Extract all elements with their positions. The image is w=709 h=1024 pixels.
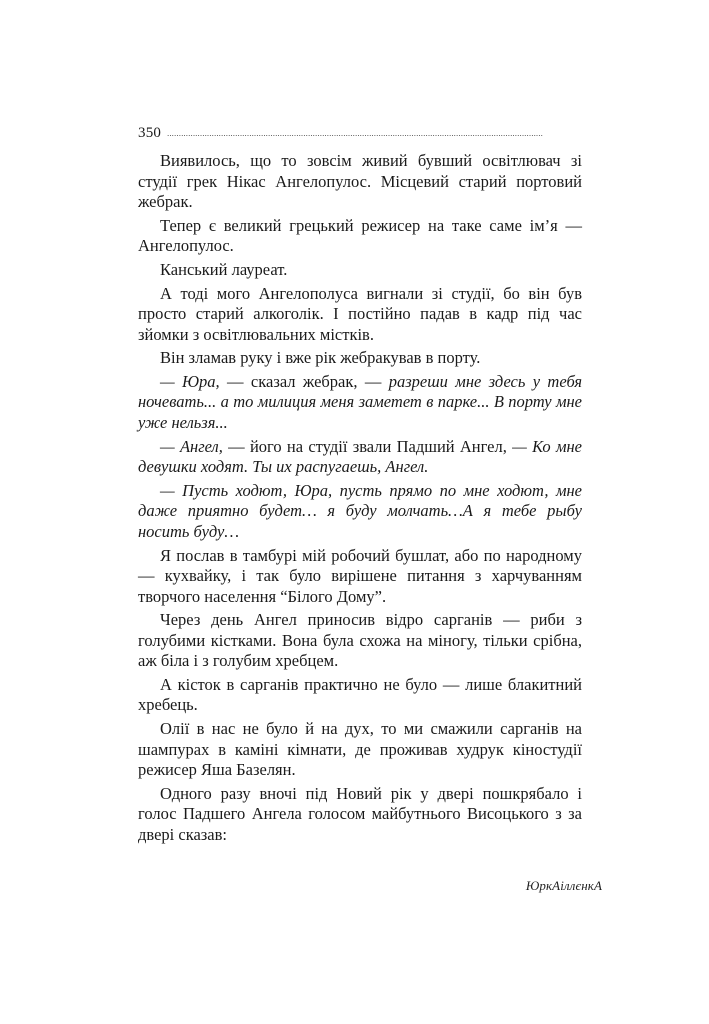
text-run: Тепер є великий грецький режисер на таке саме ім’я — Ангелопулос. [138,215,582,256]
paragraph [138,437,582,478]
italic-run: разреши мне здесь у тебя ночевать... а то милиция меня заметет в парке... В порту мне уже нельзя... [138,371,583,432]
paragraph [138,260,582,281]
italic-run: — Ко мне девушки ходят. Ты их распугаешь, Ангел. [138,436,582,477]
header-dotted-rule: ................................................................................................................................................................ [167,129,544,138]
text-run: — його на студії звали Падший Ангел, [228,436,513,456]
text-run: А тоді мого Ангелополуса вигнали зі студії, бо він був просто старий алкоголік. І постійно падав в кадр під час зйомки з освітлювальних містків. [138,283,582,344]
text-run: Одного разу вночі під Новий рік у двері пошкрябало і голос Падшего Ангела голосом майбутнього Висоцького з за двері сказав: [138,783,582,844]
footer-signature: ЮркАіллєнкА [525,878,602,893]
italic-run: — Ангел, [160,436,229,456]
body-text [138,151,582,848]
paragraph [138,372,582,434]
paragraph [138,151,582,213]
italic-run: — Юра, [160,371,228,391]
paragraph [138,719,582,781]
text-run: Олії в нас не було й на дух, то ми смажили сарганів на шампурах в каміні кімнати, де проживав худрук кіностудії режисер Яша Базелян. [138,719,582,780]
text-run: Виявилось, що то зовсім живий бувший освітлювач зі студії грек Нікас Ангелопулос. Місцевий старий портовий жебрак. [138,151,582,211]
paragraph [138,784,582,846]
paragraph [138,610,582,672]
page-number: 350 [138,125,162,141]
paragraph [138,675,582,716]
text-run: Канський лауреат. [160,259,288,279]
paragraph [138,284,582,346]
italic-run: — Пусть ходют, Юра, пусть прямо по мне ходют, мне даже приятно будет… я буду молчать…А я тебе рыбу носить буду… [138,480,582,541]
text-run: А кісток в сарганів практично не було — лише блакитний хребець. [138,674,582,715]
paragraph [138,348,582,369]
paragraph [138,546,582,608]
page-header [138,121,582,141]
text-run: — сказал жебрак, — [227,371,389,391]
paragraph [138,216,582,257]
text-run: Я послав в тамбурі мій робочий бушлат, або по народному — кухвайку, і так було вирішене питання з харчуванням творчого населення “Білого Дому”. [138,545,582,606]
text-run: Він зламав руку і вже рік жебракував в порту. [160,348,481,368]
text-run: Через день Ангел приносив відро сарганів — риби з голубими кістками. Вона була схожа на міногу, тільки срібна, аж біла і з голубим хребцем. [138,610,582,671]
paragraph [138,481,582,543]
